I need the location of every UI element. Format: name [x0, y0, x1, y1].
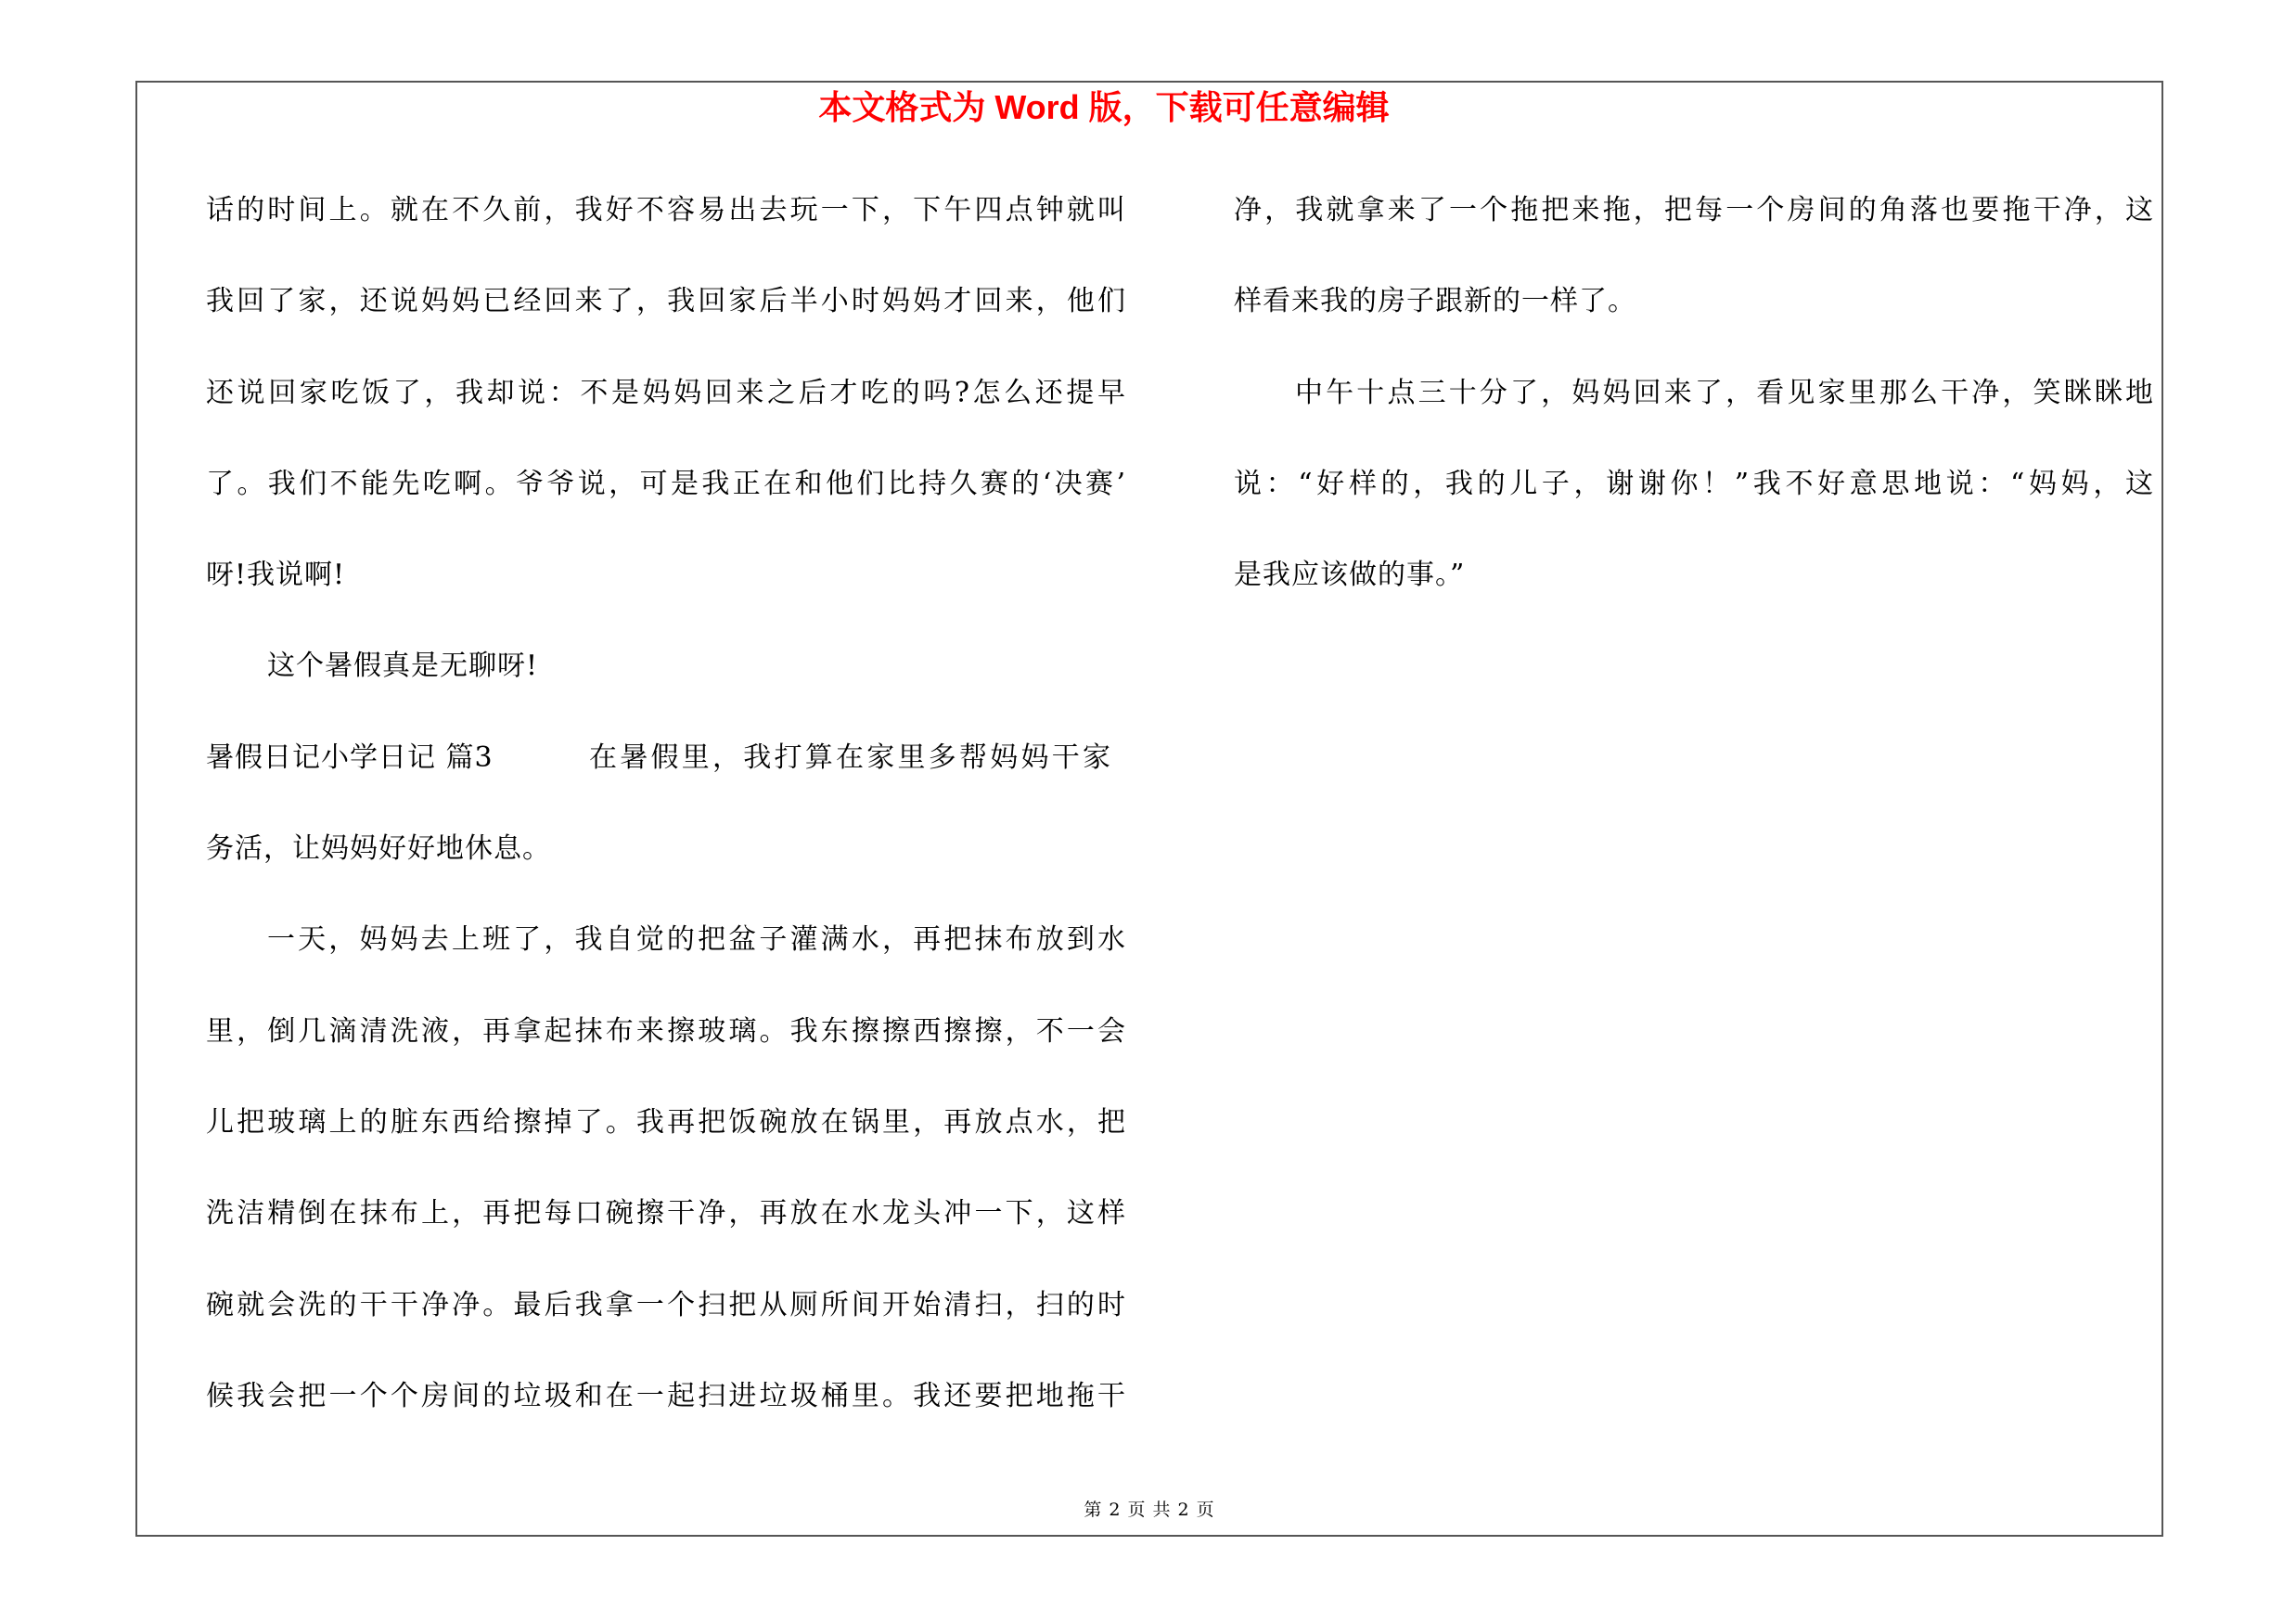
paragraph [206, 621, 1126, 712]
text-line: 一天，妈妈去上班了，我自觉的把盆子灌满水，再把抹布放到水 [267, 923, 1126, 957]
paragraph [1234, 348, 2154, 622]
text-line: 话的时间上。就在不久前，我好不容易出去玩一下，下午四点钟就叫 [206, 194, 1126, 226]
left-column [206, 165, 1126, 1442]
format-banner: 本文格式为 Word 版，下载可任意编辑 [818, 88, 1390, 126]
text-line: 务活，让妈妈好好地休息。 [206, 832, 551, 866]
text-line: 洗洁精倒在抹布上，再把每口碗擦干净，再放在水龙头冲一下，这样 [206, 1197, 1126, 1230]
paragraph [206, 713, 1126, 895]
text-line: 中午十点三十分了，妈妈回来了，看见家里那么干净，笑眯眯地 [1295, 376, 2154, 409]
text-line: 候我会把一个个房间的垃圾和在一起扫进垃圾桶里。我还要把地拖干 [206, 1379, 1126, 1412]
text-line: 说：“好样的，我的儿子，谢谢你！”我不好意思地说：“妈妈，这 [1234, 467, 2154, 500]
text-line: 儿把玻璃上的脏东西给擦掉了。我再把饭碗放在锅里，再放点水，把 [206, 1105, 1126, 1139]
text-line: 了。我们不能先吃啊。爷爷说，可是我正在和他们比持久赛的‘决赛’ [206, 467, 1126, 500]
text-line: 碗就会洗的干干净净。最后我拿一个扫把从厕所间开始清扫，扫的时 [206, 1288, 1126, 1321]
text-line: 呀!我说啊! [206, 559, 346, 592]
text-line: 里，倒几滴清洗液，再拿起抹布来擦玻璃。我东擦擦西擦擦，不一会 [206, 1014, 1126, 1048]
paragraph [206, 165, 1126, 621]
text-line-segment: 在暑假里，我打算在家里多帮妈妈干家 [589, 741, 1111, 774]
text-line: 是我应该做的事。” [1234, 559, 1466, 592]
text-line: 净，我就拿来了一个拖把来拖，把每一个房间的角落也要拖干净，这 [1234, 194, 2154, 226]
page-number: 第 2 页 共 2 页 [1084, 1500, 1215, 1520]
text-line: 样看来我的房子跟新的一样了。 [1234, 285, 1636, 318]
text-line: 还说回家吃饭了，我却说：不是妈妈回来之后才吃的吗?怎么还提早 [206, 376, 1126, 409]
paragraph [206, 895, 1126, 1442]
text-line: 我回了家，还说妈妈已经回来了，我回家后半小时妈妈才回来，他们 [206, 285, 1126, 318]
text-line [206, 713, 1126, 804]
diary-heading: 暑假日记小学日记 篇3 [206, 741, 494, 774]
right-column [1234, 165, 2154, 621]
paragraph [1234, 165, 2154, 348]
text-line: 这个暑假真是无聊呀! [267, 650, 539, 683]
